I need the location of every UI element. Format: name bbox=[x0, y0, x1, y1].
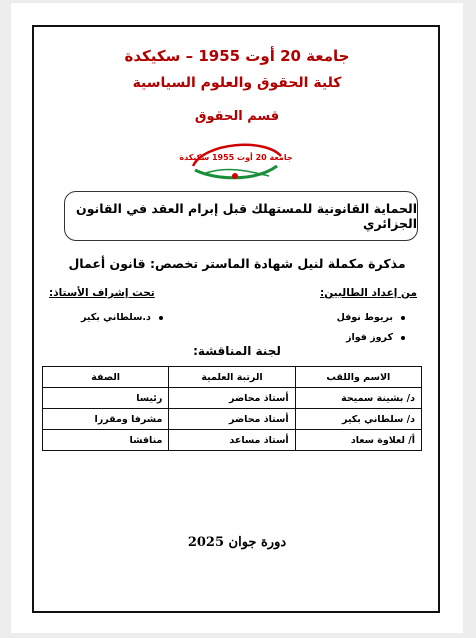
table-cell: أستاذ مساعد bbox=[169, 430, 295, 451]
faculty-name: كلية الحقوق والعلوم السياسية bbox=[132, 75, 342, 91]
table-cell: أ/ لعلاوة سعاد bbox=[295, 430, 421, 451]
department-name: قسم الحقوق bbox=[194, 109, 280, 124]
table-cell: أستاذ محاضر bbox=[169, 388, 295, 409]
student-item bbox=[337, 312, 405, 323]
table-cell: مشرفا ومقررا bbox=[43, 409, 169, 430]
table-cell: رئيسا bbox=[43, 388, 169, 409]
committee-table bbox=[42, 366, 422, 451]
supervisor-name: د.سلطاني بكير bbox=[81, 312, 151, 323]
prepared-by-label: من إعداد الطالبين: bbox=[320, 287, 417, 299]
document-page bbox=[11, 3, 463, 633]
table-header-row bbox=[43, 367, 422, 388]
table-cell: د/ بشينة سميحة bbox=[295, 388, 421, 409]
supervisor-item bbox=[81, 312, 163, 323]
student-item bbox=[346, 332, 405, 343]
university-name: جامعة 20 أوت 1955 – سكيكدة bbox=[124, 47, 350, 65]
logo-text: جامعة 20 أوت 1955 سكيكدة bbox=[179, 153, 293, 162]
memo-line: مذكرة مكملة لنيل شهادة الماستر تخصص: قانون أعمال bbox=[68, 256, 406, 271]
table-row bbox=[43, 388, 422, 409]
student-name: كروز فواز bbox=[345, 332, 393, 343]
thesis-title-box bbox=[64, 191, 418, 241]
table-row bbox=[43, 409, 422, 430]
column-header: الاسم واللقب bbox=[295, 367, 421, 388]
supervision-label: تحت إشراف الأستاذ: bbox=[49, 287, 155, 299]
column-header: الرتبة العلمية bbox=[169, 367, 295, 388]
committee-title: لجنة المناقشة: bbox=[193, 344, 281, 358]
bullet-icon bbox=[401, 316, 405, 320]
session-date: دورة جوان 2025 bbox=[187, 535, 287, 550]
column-header: الصفة bbox=[43, 367, 169, 388]
student-name: بريوط نوفل bbox=[336, 312, 393, 323]
table-cell: د/ سلطاني بكير bbox=[295, 409, 421, 430]
table-row bbox=[43, 430, 422, 451]
bullet-icon bbox=[401, 336, 405, 340]
bullet-icon bbox=[159, 316, 163, 320]
table-cell: أستاذ محاضر bbox=[169, 409, 295, 430]
university-logo bbox=[179, 136, 293, 184]
thesis-title: الحماية القانونية للمستهلك قبل إبرام العقد في القانون الجزائري bbox=[76, 201, 417, 231]
table-cell: مناقشا bbox=[43, 430, 169, 451]
